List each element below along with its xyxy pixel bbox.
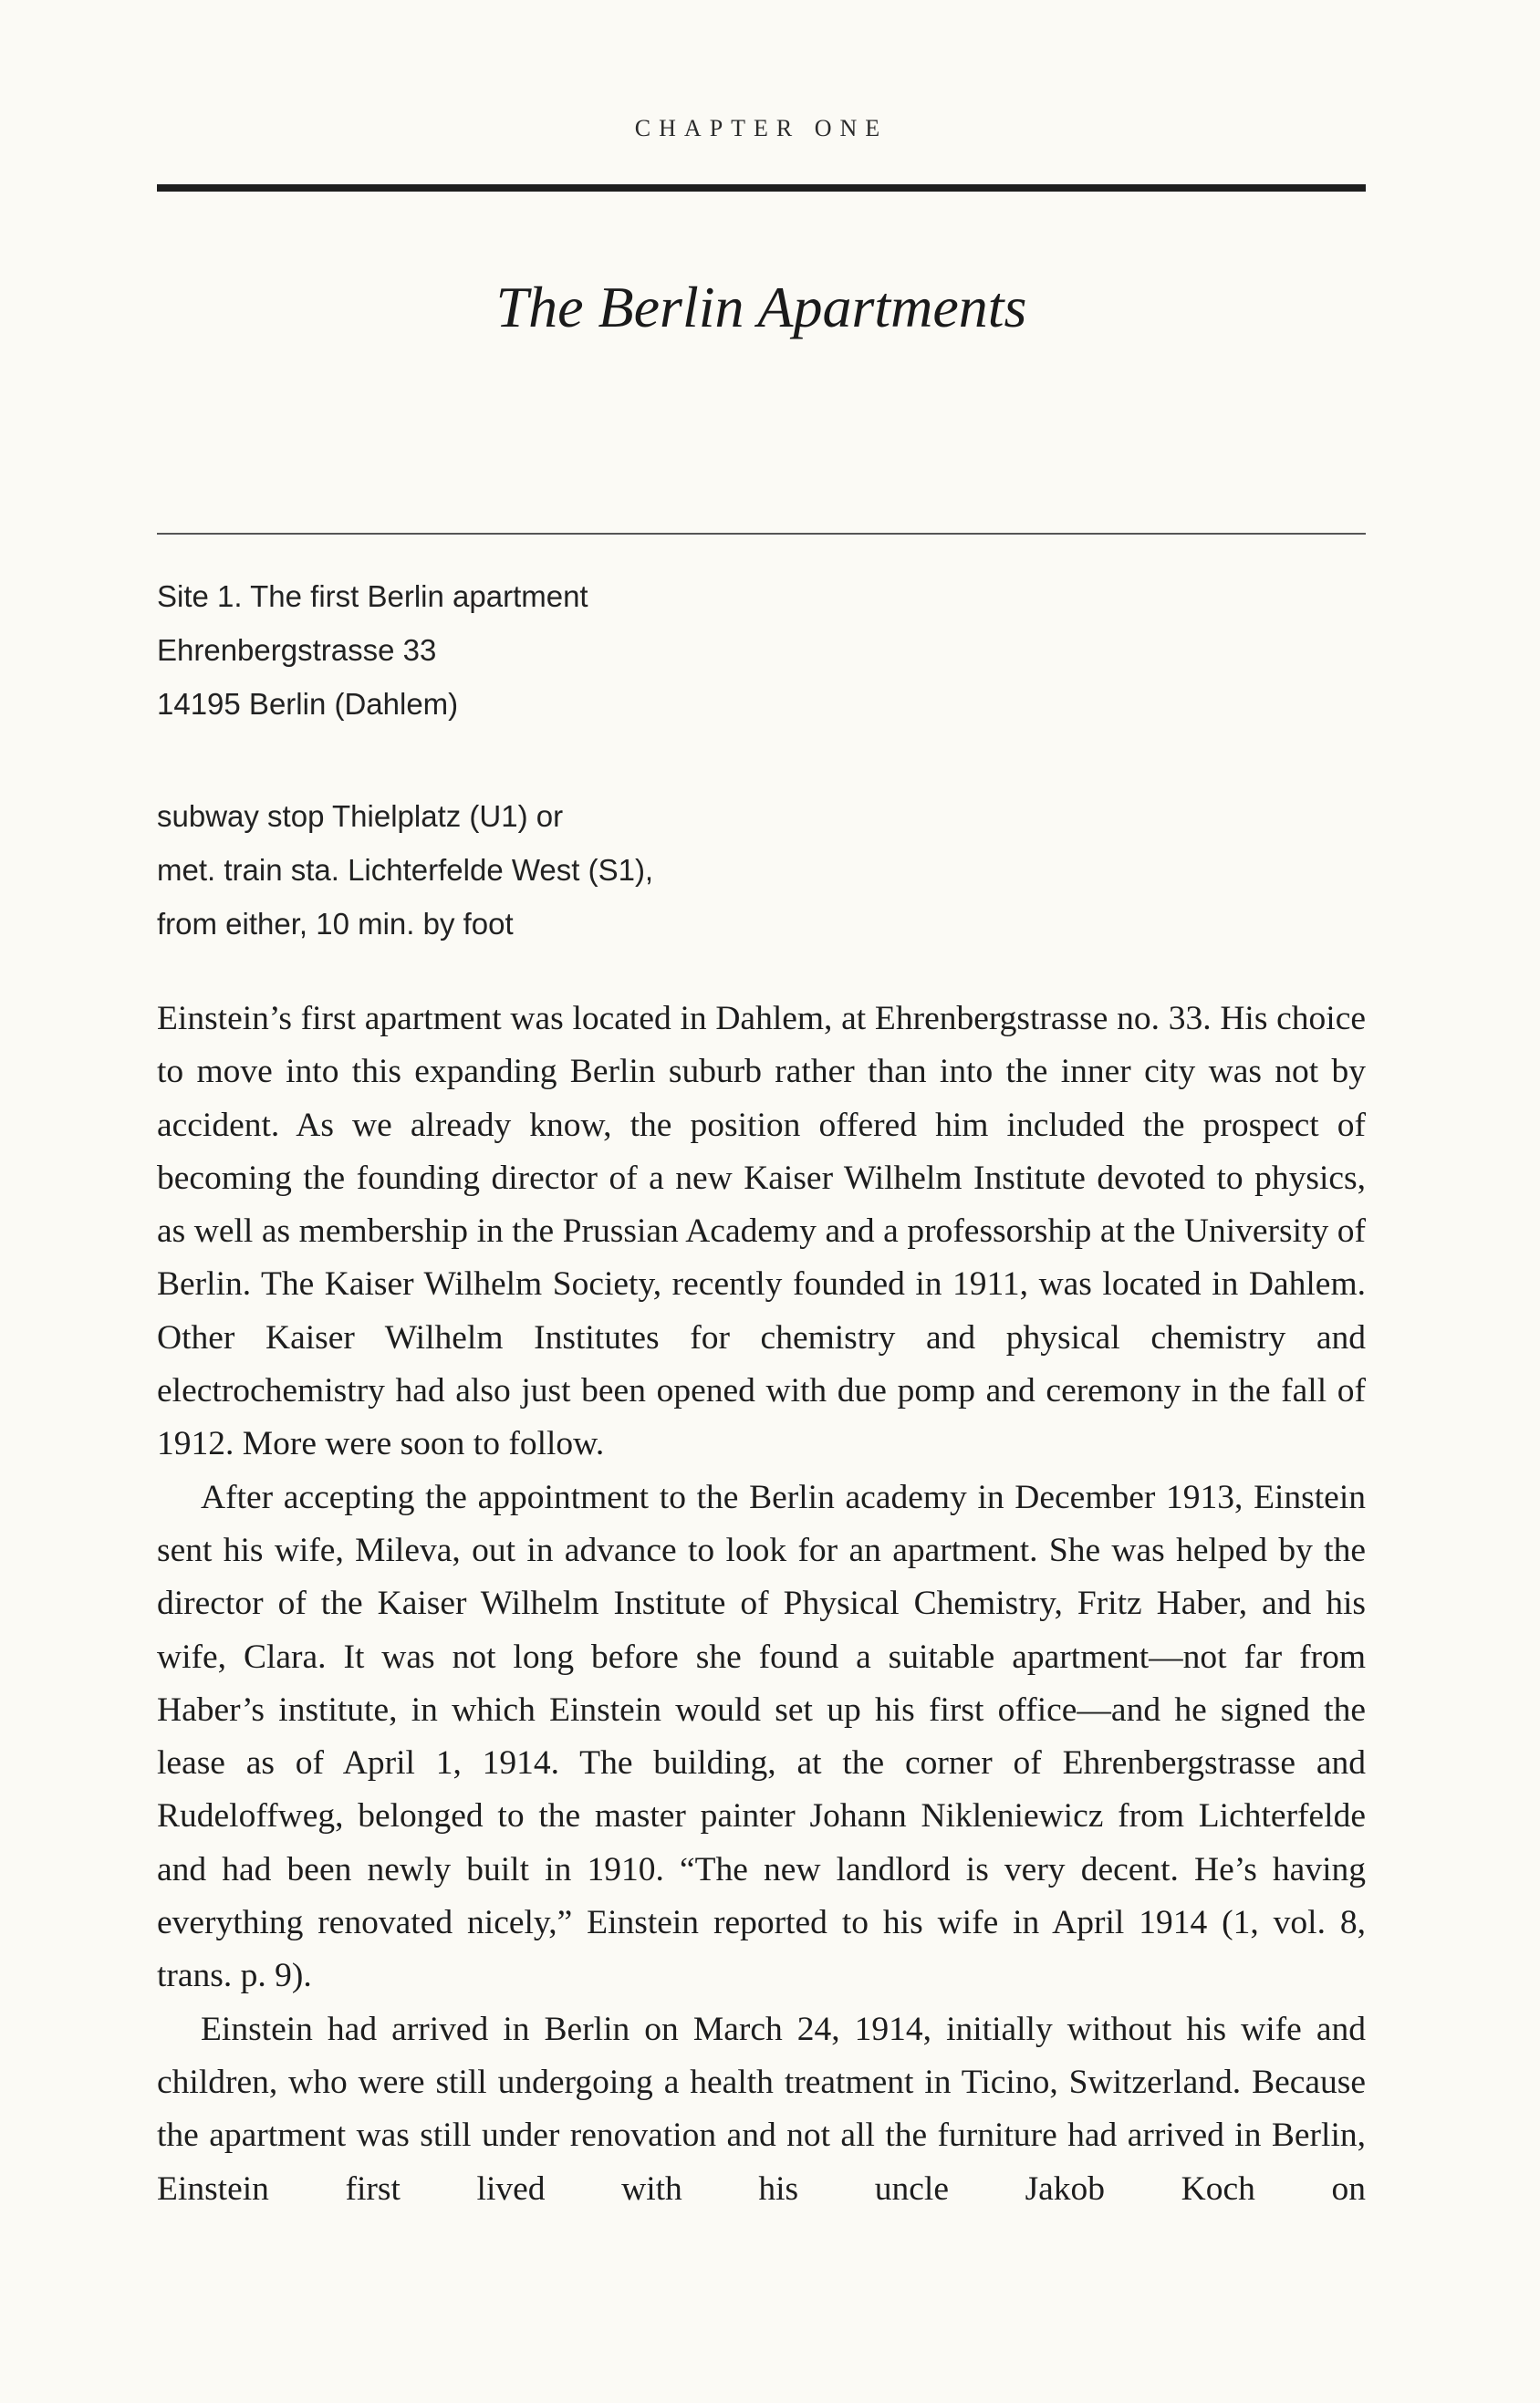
- paragraph: Einstein had arrived in Berlin on March 24, 1914, initially without his wife and children, who were still undergoing a health treatment in Ticino, Switzerland. Because the apartment was still under renovation and not all the furniture had arrived in Berlin, Einstein first lived with his uncle Jakob Koch on: [157, 2010, 1366, 2208]
- site-heading: Site 1. The first Berlin apartment: [157, 579, 588, 613]
- site-street: Ehrenbergstrasse 33: [157, 633, 437, 667]
- site-directions-train: met. train sta. Lichterfelde West (S1),: [157, 853, 654, 887]
- site-spacer: [157, 731, 1366, 789]
- paragraph: After accepting the appointment to the Berlin academy in December 1913, Einstein sent his wife, Mileva, out in advance to look for an apartment. She was helped by the director of the Kaiser Wilhelm Institute of Physical Chemistry, Fritz Haber, and his wife, Clara. It was not long before she found a suitable apartment—not far from Haber’s institute, in which Einstein would set up his first office—and he signed the lease as of April 1, 1914. The building, at the corner of Ehrenbergstrasse and Rudeloffweg, belonged to the master painter Johann Nikleniewicz from Lichterfelde and had been newly built in 1910. “The new landlord is very decent. He’s having everything renovated nicely,” Einstein reported to his wife in April 1914 (1, vol. 8, trans. p. 9).: [157, 1478, 1366, 1995]
- header-rule: [157, 184, 1366, 192]
- body-text: [157, 993, 1366, 2216]
- chapter-title: The Berlin Apartments: [495, 275, 1027, 339]
- site-directions-subway: subway stop Thielplatz (U1) or: [157, 799, 564, 833]
- site-postal-city: 14195 Berlin (Dahlem): [157, 687, 459, 721]
- site-directions-walk: from either, 10 min. by foot: [157, 907, 514, 941]
- site-info: [157, 569, 1366, 951]
- chapter-label: CHAPTER ONE: [634, 115, 889, 141]
- paragraph: Einstein’s first apartment was located in Dahlem, at Ehrenbergstrasse no. 33. His choice to move into this expanding Berlin suburb rather than into the inner city was not by accident. As we already know, the position offered him included the prospect of becoming the founding director of a new Kaiser Wilhelm Institute devoted to physics, as well as membership in the Prussian Academy and a professorship at the University of Berlin. The Kaiser Wilhelm Society, recently founded in 1911, was located in Dahlem. Other Kaiser Wilhelm Institutes for chemistry and physical chemistry and electrochemistry had also just been opened with due pomp and ceremony in the fall of 1912. More were soon to follow.: [157, 1000, 1366, 1463]
- section-divider: [157, 533, 1366, 535]
